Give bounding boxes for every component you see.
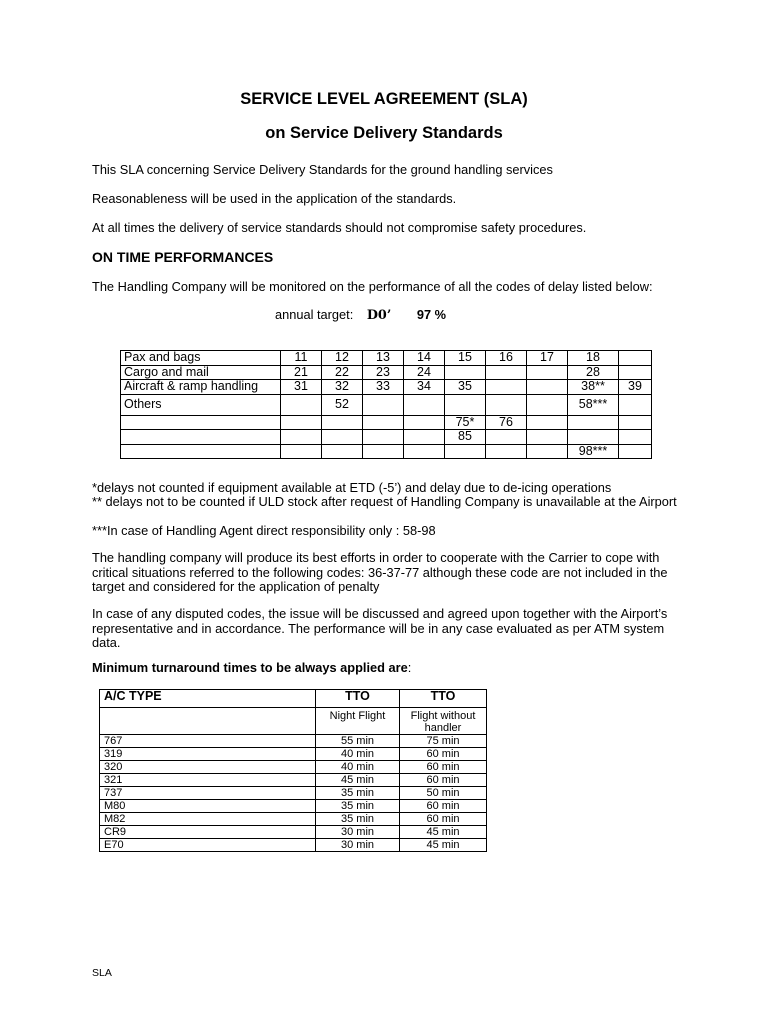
time-cell: 45 min [316, 774, 400, 787]
time-cell: 60 min [400, 748, 487, 761]
table-row [121, 415, 652, 430]
time-cell: 50 min [400, 787, 487, 800]
aircraft-type-cell: 737 [100, 787, 316, 800]
subheader-cell: Night Flight [316, 708, 400, 735]
time-cell: 35 min [316, 813, 400, 826]
delay-code-cell: 39 [619, 380, 652, 395]
aircraft-type-cell: 320 [100, 761, 316, 774]
delay-category-cell [121, 430, 281, 445]
delay-code-cell [619, 415, 652, 430]
time-cell: 35 min [316, 787, 400, 800]
table-row [121, 365, 652, 380]
disputed-codes-paragraph: In case of any disputed codes, the issue will be discussed and agreed upon together with the Airport’s representative and in accordance. The performance will be in any case evaluated as per ATM system data. [92, 606, 668, 650]
delay-code-cell: 16 [486, 351, 527, 366]
time-cell: 75 min [400, 735, 487, 748]
delay-code-cell: 76 [486, 415, 527, 430]
delay-code-cell: 31 [281, 380, 322, 395]
table-row [100, 735, 487, 748]
turnaround-heading-colon: : [407, 660, 412, 675]
delay-code-cell [527, 415, 568, 430]
table-row [100, 826, 487, 839]
delay-code-cell: 12 [322, 351, 363, 366]
time-cell: 60 min [400, 813, 487, 826]
delay-code-cell: 18 [568, 351, 619, 366]
delay-code-cell [363, 430, 404, 445]
delay-code-cell [404, 444, 445, 459]
delay-code-cell [486, 394, 527, 415]
delay-code-cell [486, 430, 527, 445]
delay-code-cell [619, 430, 652, 445]
time-cell: 45 min [400, 826, 487, 839]
aircraft-type-cell: M80 [100, 800, 316, 813]
table-row [100, 839, 487, 852]
delay-code-cell: 13 [363, 351, 404, 366]
time-cell: 60 min [400, 774, 487, 787]
delay-code-cell [527, 444, 568, 459]
delay-code-cell [281, 444, 322, 459]
time-cell: 60 min [400, 761, 487, 774]
delay-code-cell: 22 [322, 365, 363, 380]
delay-code-cell [281, 430, 322, 445]
aircraft-type-cell: CR9 [100, 826, 316, 839]
delay-code-cell [619, 394, 652, 415]
delay-code-cell [445, 365, 486, 380]
delay-category-cell: Aircraft & ramp handling [121, 380, 281, 395]
delay-code-cell: 98*** [568, 444, 619, 459]
delay-code-cell: 52 [322, 394, 363, 415]
delay-code-cell: 14 [404, 351, 445, 366]
header-cell: TTO [400, 690, 487, 708]
delay-code-cell [363, 394, 404, 415]
delay-code-cell: 23 [363, 365, 404, 380]
page-footer: SLA [92, 967, 112, 979]
aircraft-type-cell: 321 [100, 774, 316, 787]
delay-code-cell: 34 [404, 380, 445, 395]
delay-code-cell [619, 365, 652, 380]
delay-code-cell [527, 430, 568, 445]
footnote: *delays not counted if equipment available at ETD (-5’) and delay due to de-icing operations [92, 480, 612, 495]
turnaround-heading [92, 661, 692, 676]
intro-paragraph: Reasonableness will be used in the application of the standards. [92, 191, 457, 206]
delay-code-cell: 17 [527, 351, 568, 366]
delay-code-cell [568, 430, 619, 445]
turnaround-times-table [99, 689, 487, 852]
time-cell: 60 min [400, 800, 487, 813]
table-row [100, 774, 487, 787]
delay-code-cell [619, 444, 652, 459]
delay-code-cell: 85 [445, 430, 486, 445]
intro-paragraph: At all times the delivery of service standards should not compromise safety procedures. [92, 220, 587, 235]
delay-code-cell [363, 415, 404, 430]
delay-category-cell [121, 444, 281, 459]
footnote: ** delays not to be counted if ULD stock after request of Handling Company is unavailable at the Airport [92, 494, 677, 509]
monitor-paragraph: The Handling Company will be monitored on the performance of all the codes of delay listed below: [92, 279, 653, 294]
time-cell: 30 min [316, 826, 400, 839]
delay-codes-table [120, 350, 652, 459]
delay-code-cell [322, 430, 363, 445]
delay-code-cell [404, 430, 445, 445]
delay-code-cell [445, 394, 486, 415]
delay-code-cell [281, 415, 322, 430]
delay-code-cell [527, 365, 568, 380]
footnote: ***In case of Handling Agent direct responsibility only : 58-98 [92, 523, 436, 538]
table-row [100, 787, 487, 800]
delay-code-cell: 35 [445, 380, 486, 395]
table-subheader-row [100, 708, 487, 735]
delay-code-cell [619, 351, 652, 366]
table-row [100, 813, 487, 826]
delay-category-cell: Others [121, 394, 281, 415]
delay-code-cell: 58*** [568, 394, 619, 415]
delay-code-cell: 11 [281, 351, 322, 366]
delay-code-cell [322, 415, 363, 430]
delay-category-cell: Pax and bags [121, 351, 281, 366]
intro-paragraph: This SLA concerning Service Delivery Standards for the ground handling services [92, 162, 553, 177]
table-row [121, 380, 652, 395]
annual-target-code: D0’ [366, 308, 392, 323]
delay-code-cell [527, 394, 568, 415]
delay-code-cell [404, 415, 445, 430]
delay-code-cell: 24 [404, 365, 445, 380]
document-subtitle: on Service Delivery Standards [265, 124, 503, 142]
table-row [121, 394, 652, 415]
time-cell: 40 min [316, 761, 400, 774]
delay-code-cell: 21 [281, 365, 322, 380]
delay-code-cell [486, 444, 527, 459]
table-row [100, 748, 487, 761]
document-title: SERVICE LEVEL AGREEMENT (SLA) [240, 90, 528, 108]
delay-code-cell: 33 [363, 380, 404, 395]
annual-target-value: 97 % [416, 307, 447, 322]
time-cell: 40 min [316, 748, 400, 761]
time-cell: 45 min [400, 839, 487, 852]
delay-code-cell: 28 [568, 365, 619, 380]
delay-code-cell [404, 394, 445, 415]
table-header-row [100, 690, 487, 708]
table-row [121, 444, 652, 459]
delay-code-cell [486, 365, 527, 380]
subheader-cell: Flight without handler [400, 708, 487, 735]
annual-target-label: annual target: [275, 307, 354, 322]
time-cell: 35 min [316, 800, 400, 813]
cooperate-paragraph: The handling company will produce its best efforts in order to cooperate with the Carrier to cope with critical situations referred to the following codes: 36-37-77 although these code are not included in the target and considered for the application of penalty [92, 550, 668, 594]
delay-code-cell [527, 380, 568, 395]
delay-code-cell: 75* [445, 415, 486, 430]
subheader-cell [100, 708, 316, 735]
delay-code-cell [445, 444, 486, 459]
table-row [100, 800, 487, 813]
delay-code-cell [568, 415, 619, 430]
header-cell: A/C TYPE [100, 690, 316, 708]
aircraft-type-cell: E70 [100, 839, 316, 852]
delay-code-cell: 32 [322, 380, 363, 395]
time-cell: 30 min [316, 839, 400, 852]
header-cell: TTO [316, 690, 400, 708]
turnaround-heading-text: Minimum turnaround times to be always applied are [92, 660, 408, 675]
delay-category-cell: Cargo and mail [121, 365, 281, 380]
delay-code-cell [486, 380, 527, 395]
aircraft-type-cell: 767 [100, 735, 316, 748]
delay-category-cell [121, 415, 281, 430]
table-row [100, 761, 487, 774]
aircraft-type-cell: M82 [100, 813, 316, 826]
delay-code-cell: 15 [445, 351, 486, 366]
delay-code-cell: 38** [568, 380, 619, 395]
delay-code-cell [363, 444, 404, 459]
aircraft-type-cell: 319 [100, 748, 316, 761]
time-cell: 55 min [316, 735, 400, 748]
delay-code-cell [322, 444, 363, 459]
section-heading: ON TIME PERFORMANCES [92, 249, 274, 265]
annual-target-line [275, 308, 575, 324]
delay-code-cell [281, 394, 322, 415]
table-row [121, 430, 652, 445]
table-row [121, 351, 652, 366]
